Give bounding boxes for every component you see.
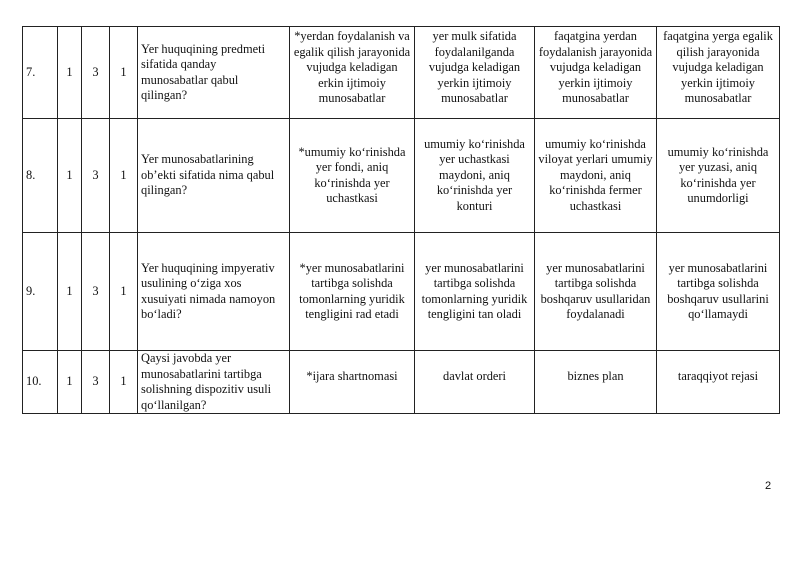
answer-option-4: faqatgina yerga egalik qilish jarayonida vujudga keladigan yerkin ijtimoiy munosabatlar	[657, 27, 780, 119]
answer-option-2: yer munosabatlarini tartibga solishda tomonlarning yuridik tengligini tan oladi	[415, 233, 535, 351]
answer-option-4: umumiy ko‘rinishda yer yuzasi, aniq ko‘rinishda yer unumdorligi	[657, 119, 780, 233]
column-1-value: 1	[58, 27, 82, 119]
table-row	[23, 119, 780, 233]
column-3-value: 1	[110, 27, 138, 119]
question-text: Yer huquqining impyerativ usulining o‘ziga xos xusuiyati nimada namoyon bo‘ladi?	[138, 233, 290, 351]
column-2-value: 3	[82, 27, 110, 119]
question-text: Yer huquqining predmeti sifatida qanday munosabatlar qabul qilingan?	[138, 27, 290, 119]
question-number: 10.	[23, 351, 58, 414]
answer-correct: *umumiy ko‘rinishda yer fondi, aniq ko‘rinishda yer uchastkasi	[290, 119, 415, 233]
answer-correct: *yer munosabatlarini tartibga solishda tomonlarning yuridik tengligini rad etadi	[290, 233, 415, 351]
answer-correct: *yerdan foydalanish va egalik qilish jarayonida vujudga keladigan erkin ijtimoiy munosabatlar	[290, 27, 415, 119]
answer-option-3: umumiy ko‘rinishda viloyat yerlari umumiy maydoni, aniq ko‘rinishda fermer uchastkasi	[535, 119, 657, 233]
column-1-value: 1	[58, 351, 82, 414]
question-number: 8.	[23, 119, 58, 233]
answer-option-3: biznes plan	[535, 351, 657, 414]
answer-option-3: faqatgina yerdan foydalanish jarayonida vujudga keladigan yerkin ijtimoiy munosabatlar	[535, 27, 657, 119]
column-1-value: 1	[58, 119, 82, 233]
question-text: Qaysi javobda yer munosabatlarini tartibga solishning dispozitiv usuli qo‘llanilgan?	[138, 351, 290, 414]
table-row	[23, 27, 780, 119]
answer-option-2: umumiy ko‘rinishda yer uchastkasi maydoni, aniq ko‘rinishda yer konturi	[415, 119, 535, 233]
table-row	[23, 233, 780, 351]
answer-option-4: taraqqiyot rejasi	[657, 351, 780, 414]
column-3-value: 1	[110, 351, 138, 414]
question-number: 9.	[23, 233, 58, 351]
column-2-value: 3	[82, 233, 110, 351]
column-2-value: 3	[82, 351, 110, 414]
page-number: 2	[765, 480, 772, 492]
answer-option-3: yer munosabatlarini tartibga solishda boshqaruv usullaridan foydalanadi	[535, 233, 657, 351]
answer-option-4: yer munosabatlarini tartibga solishda boshqaruv usullarini qo‘llamaydi	[657, 233, 780, 351]
column-1-value: 1	[58, 233, 82, 351]
questions-table	[22, 26, 780, 414]
column-3-value: 1	[110, 233, 138, 351]
question-text: Yer munosabatlarining ob’ekti sifatida nima qabul qilingan?	[138, 119, 290, 233]
column-2-value: 3	[82, 119, 110, 233]
column-3-value: 1	[110, 119, 138, 233]
answer-option-2: davlat orderi	[415, 351, 535, 414]
answer-option-2: yer mulk sifatida foydalanilganda vujudga keladigan yerkin ijtimoiy munosabatlar	[415, 27, 535, 119]
answer-correct: *ijara shartnomasi	[290, 351, 415, 414]
table-row	[23, 351, 780, 414]
question-number: 7.	[23, 27, 58, 119]
